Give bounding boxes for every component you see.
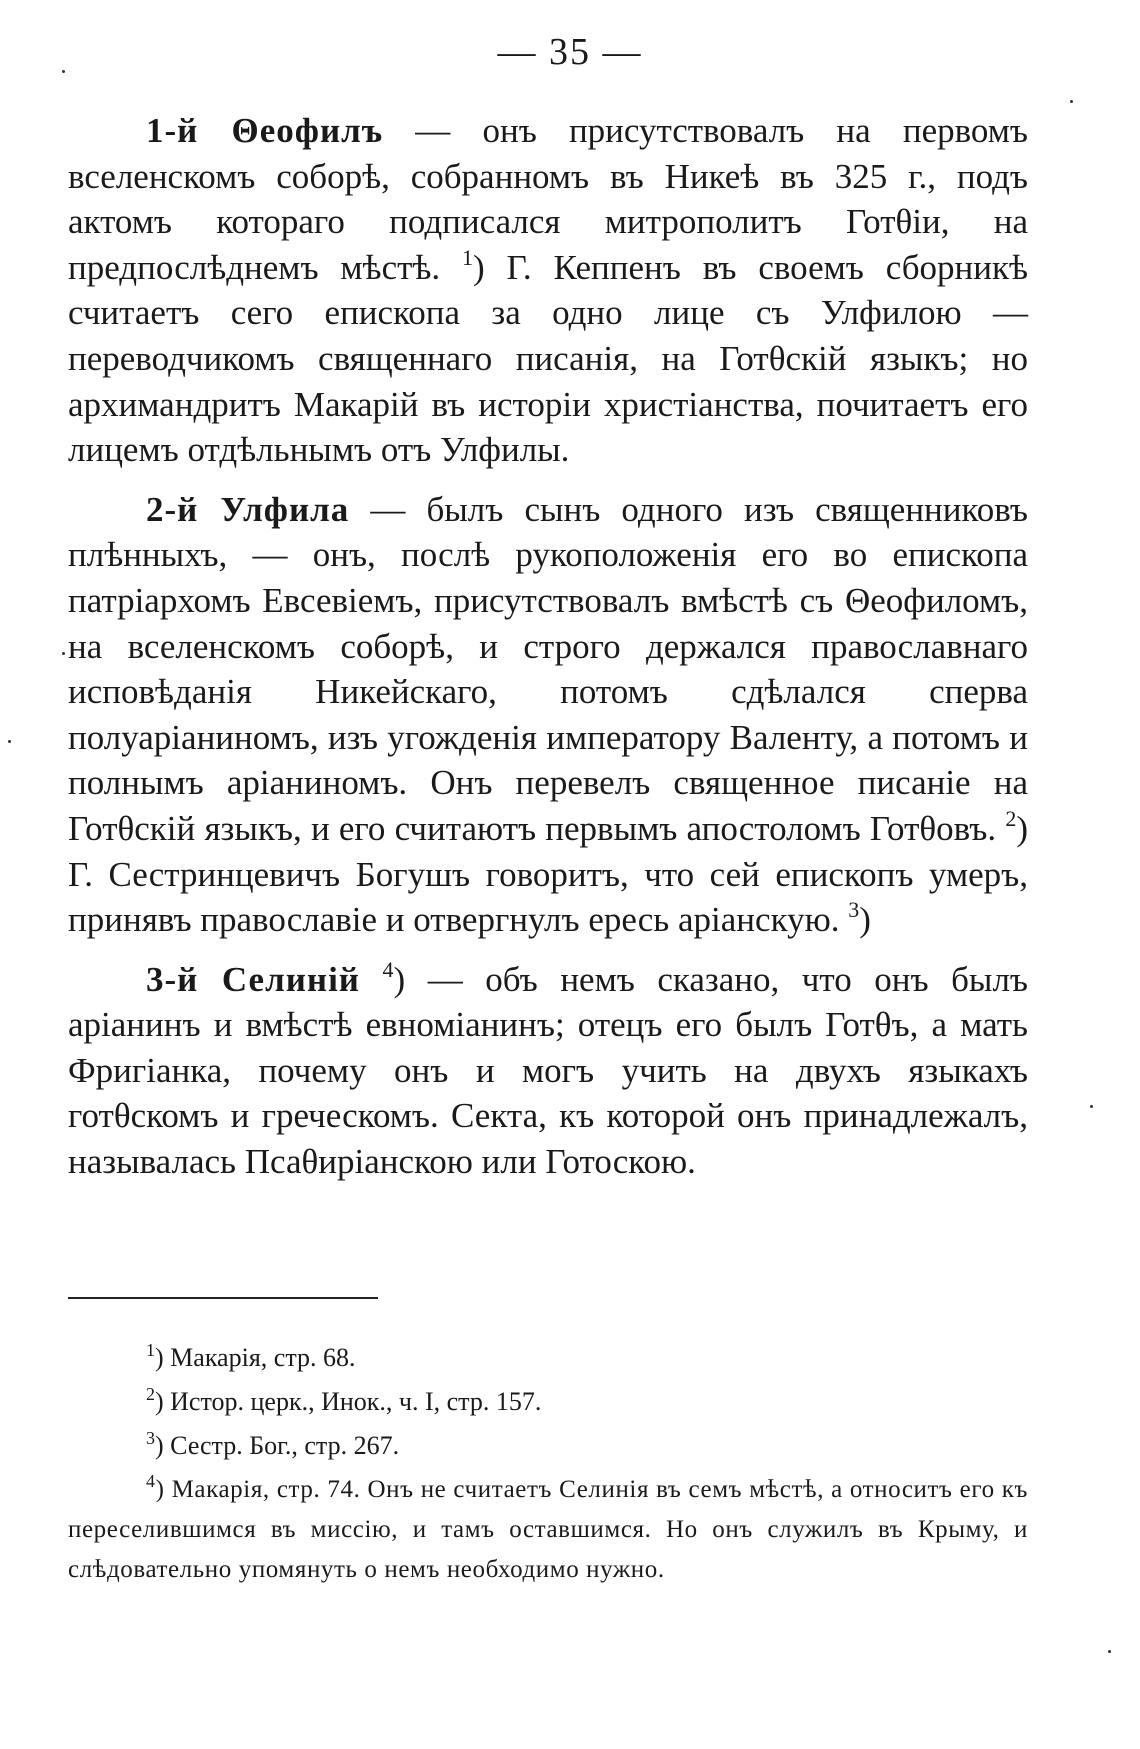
footnote-text: ) Сестр. Бог., стр. 267. — [155, 1431, 400, 1460]
paragraph-term: 1-й Θеофилъ — [146, 111, 384, 150]
scan-speck — [62, 652, 65, 655]
footnote-mark: 2 — [146, 1384, 155, 1404]
paragraph-ulfila — [68, 487, 1028, 943]
footnote-mark: 1 — [146, 1340, 155, 1360]
paragraph-text: ) Г. Кеппенъ въ своемъ сборникѣ считаетъ сего епископа за одно лице съ Улфилою — переводчикомъ священнаго писанія, на Готθскій языкъ; но архимандритъ Макарій въ исторіи христіанства, почитаетъ его лицемъ отдѣльнымъ отъ Улфилы. — [68, 247, 1028, 470]
scan-speck — [62, 70, 65, 73]
footnote-mark: 4 — [146, 1471, 156, 1491]
footnote-ref-4: 4 — [382, 956, 394, 982]
paragraph-text: — былъ сынъ одного изъ священниковъ плѣнныхъ, — онъ, послѣ рукоположенія его во епископа патріархомъ Евсевіемъ, присутствовалъ вмѣстѣ съ Θеофиломъ, на вселенскомъ соборѣ, и строго держался православнаго исповѣданія Никейскаго, потомъ сдѣлался сперва полуаріаниномъ, изъ угожденія императору Валенту, а потомъ и полнымъ аріаниномъ. Онъ перевелъ священное писаніе на Готθскій языкъ, и его считаютъ первымъ апостоломъ Готθовъ. — [68, 489, 1028, 848]
main-text — [68, 108, 1028, 1199]
footnote-ref-1: 1 — [462, 244, 474, 270]
scan-speck — [8, 740, 11, 743]
scan-speck — [1070, 100, 1073, 103]
paragraph-text: ) Г. Сестринцевичъ Богушъ говоритъ, что сей епископъ умеръ, принявъ православіе и отвергнулъ ересь аріанскую. — [68, 808, 1028, 940]
footnote-3 — [68, 1426, 1028, 1466]
footnote-text: ) Истор. церк., Инок., ч. I, стр. 157. — [155, 1387, 542, 1416]
scan-speck — [1108, 1650, 1111, 1653]
footnote-ref-3: 3 — [848, 897, 860, 923]
paragraph-term: 3-й Селиній — [146, 959, 360, 999]
footnote-text: ) Макарія, стр. 68. — [155, 1343, 356, 1372]
paragraph-selinius — [68, 957, 1028, 1185]
paragraph-term: 2-й Улфила — [146, 489, 350, 529]
footnote-ref-2: 2 — [1005, 805, 1017, 831]
footnote-1 — [68, 1338, 1028, 1378]
scan-speck — [1090, 1105, 1093, 1108]
footnote-mark: 3 — [146, 1428, 155, 1448]
footnote-4 — [68, 1470, 1028, 1590]
paragraph-theophilus — [68, 108, 1028, 473]
footnote-divider — [68, 1297, 378, 1299]
paragraph-text: — онъ присутствовалъ на первомъ вселенскомъ соборѣ, собранномъ въ Никеѣ въ 325 г., подъ актомъ котораго подписался митрополитъ Готθіи, на предпослѣднемъ мѣстѣ. — [68, 111, 1028, 287]
footnote-text: ) Макарія, стр. 74. Онъ не считаетъ Селинія въ семъ мѣстѣ, а относитъ его къ переселившимся въ миссію, и тамъ оставшимся. Но онъ служилъ въ Крыму, и слѣдовательно упомянуть о немъ необходимо нужно. — [68, 1476, 1028, 1583]
page-number: — 35 — — [497, 31, 643, 73]
paragraph-text: ) — объ немъ сказано, что онъ былъ аріанинъ и вмѣстѣ евноміанинъ; отецъ его былъ Готθъ, а мать Фригіанка, почему онъ и могъ учить на двухъ языкахъ готθскомъ и греческомъ. Секта, къ которой онъ принадлежалъ, называлась Псаθиріанскою или Готоскою. — [68, 959, 1029, 1182]
paragraph-text: ) — [859, 900, 871, 940]
footnotes — [68, 1338, 1028, 1594]
footnote-2 — [68, 1382, 1028, 1422]
